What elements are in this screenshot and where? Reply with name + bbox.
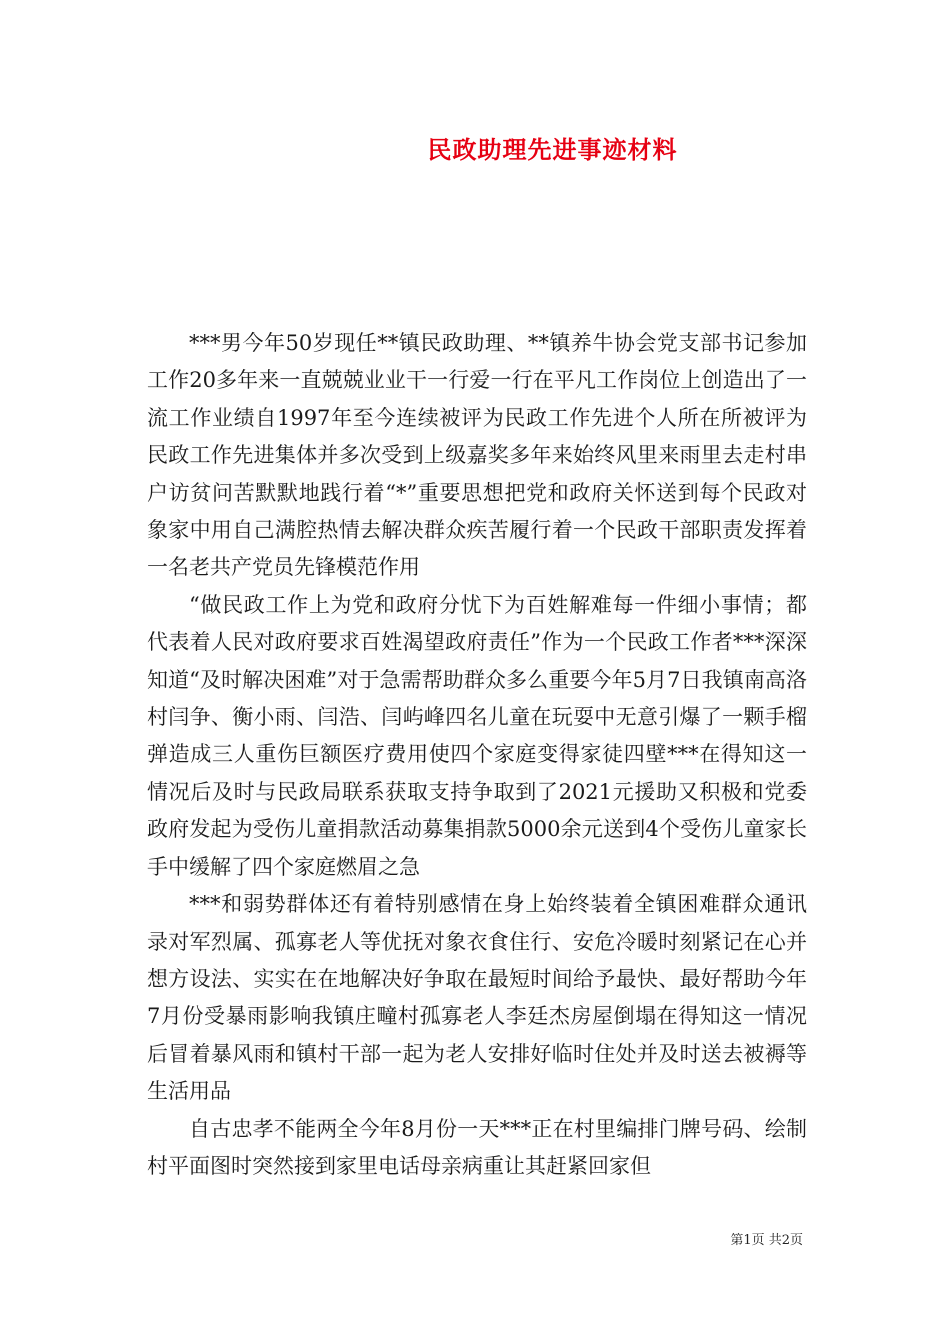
document-body — [147, 325, 807, 1185]
paragraph: 自古忠孝不能两全今年8月份一天***正在村里编排门牌号码、绘制村平面图时突然接到家里电话母亲病重让其赶紧回家但 — [147, 1116, 807, 1178]
paragraph: ***和弱势群体还有着特别感情在身上始终装着全镇困难群众通讯录对军烈属、孤寡老人等优抚对象衣食住行、安危冷暖时刻紧记在心并想方设法、实实在在地解决好争取在最短时间给予最快、最好帮助今年7月份受暴雨影响我镇庄疃村孤寡老人李廷杰房屋倒塌在得知这一情况后冒着暴风雨和镇村干部一起为老人安排好临时住处并及时送去被褥等生活用品 — [147, 892, 807, 1104]
document-title: 民政助理先进事迹材料 — [427, 135, 678, 164]
paragraph: ***男今年50岁现任**镇民政助理、**镇养牛协会党支部书记参加工作20多年来一直兢兢业业干一行爱一行在平凡工作岗位上创造出了一流工作业绩自1997年至今连续被评为民政工作先进个人所在所被评为民政工作先进集体并多次受到上级嘉奖多年来始终风里来雨里去走村串户访贫问苦默默地践行着“*”重要思想把党和政府关怀送到每个民政对象家中用自己满腔热情去解决群众疾苦履行着一个民政干部职责发挥着一名老共产党员先锋模范作用 — [147, 331, 807, 580]
paragraph: “做民政工作上为党和政府分忧下为百姓解难每一件细小事情；都代表着人民对政府要求百姓渴望政府责任”作为一个民政工作者***深深知道“及时解决困难”对于急需帮助群众多么重要今年5月7日我镇南高洛村闫争、衡小雨、闫浩、闫屿峰四名儿童在玩耍中无意引爆了一颗手榴弹造成三人重伤巨额医疗费用使四个家庭变得家徒四壁***在得知这一情况后及时与民政局联系获取支持争取到了2021元援助又积极和党委政府发起为受伤儿童捐款活动募集捐款5000余元送到4个受伤儿童家长手中缓解了四个家庭燃眉之急 — [147, 592, 807, 879]
page-number: 第1页 共2页 — [730, 1233, 803, 1248]
